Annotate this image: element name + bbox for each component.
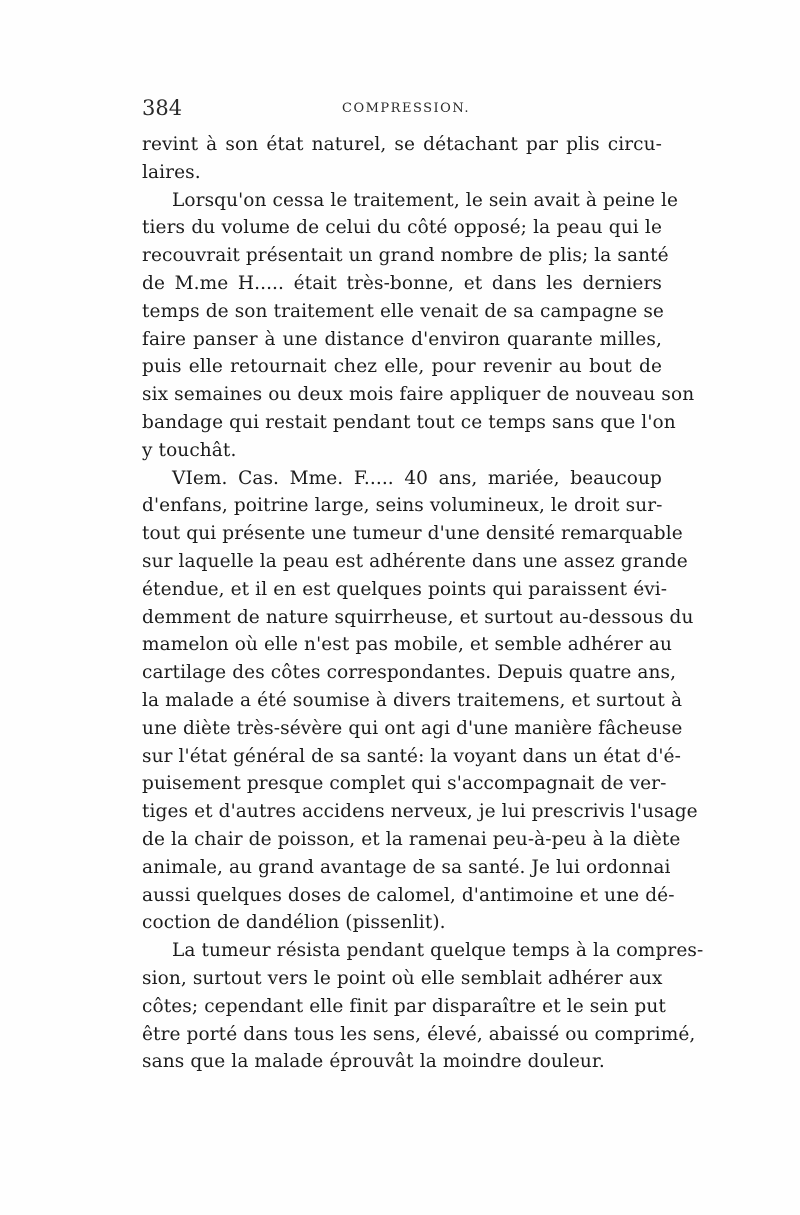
running-head: COMPRESSION.	[342, 101, 470, 116]
text-line: une diète très-sévère qui ont agi d'une manière fâcheuse	[142, 717, 683, 739]
text-line: coction de dandélion (pissenlit).	[142, 912, 446, 934]
text-line: sur laquelle la peau est adhérente dans une assez grande	[142, 550, 688, 572]
case-heading-line: VIem. Cas. Mme. F..... 40 ans, mariée, beaucoup	[172, 467, 662, 489]
text-line: être porté dans tous les sens, élevé, abaissé ou comprimé,	[142, 1023, 696, 1045]
text-line: cartilage des côtes correspondantes. Depuis quatre ans,	[142, 662, 677, 684]
paragraph-start-line: Lorsqu'on cessa le traitement, le sein avait à peine le	[172, 189, 679, 211]
text-line: d'enfans, poitrine large, seins volumineux, le droit sur-	[142, 495, 663, 517]
text-line: tiges et d'autres accidens nerveux, je lui prescrivis l'usage	[142, 801, 698, 823]
body-text	[142, 131, 704, 1076]
paragraph-start-line: La tumeur résista pendant quelque temps à la compres-	[172, 940, 704, 962]
page-number: 384	[142, 96, 183, 120]
text-line: revint à son état naturel, se détachant par plis circu-	[142, 134, 662, 155]
text-line: sur l'état général de sa santé: la voyant dans un état d'é-	[142, 745, 681, 767]
text-line: temps de son traitement elle venait de sa campagne se	[142, 300, 664, 322]
text-line: mamelon où elle n'est pas mobile, et semble adhérer au	[142, 634, 672, 656]
page-header	[142, 96, 662, 126]
text-line: recouvrait présentait un grand nombre de plis; la santé	[142, 245, 669, 267]
text-line: puis elle retournait chez elle, pour revenir au bout de	[142, 356, 662, 378]
text-line: bandage qui restait pendant tout ce temps sans que l'on	[142, 411, 676, 433]
text-line: sans que la malade éprouvât la moindre douleur.	[142, 1051, 605, 1073]
text-line: côtes; cependant elle finit par disparaître et le sein put	[142, 995, 666, 1017]
text-line: tout qui présente une tumeur d'une densité remarquable	[142, 523, 683, 545]
text-line: de M.me H..... était très-bonne, et dans les derniers	[142, 272, 662, 294]
text-line: de la chair de poisson, et la ramenai peu-à-peu à la diète	[142, 828, 681, 850]
text-line: puisement presque complet qui s'accompagnait de ver-	[142, 773, 667, 795]
text-line: y touchât.	[142, 439, 237, 461]
text-line: laires.	[142, 161, 201, 183]
text-line: animale, au grand avantage de sa santé. Je lui ordonnai	[142, 856, 671, 878]
text-line: aussi quelques doses de calomel, d'antimoine et une dé-	[142, 884, 675, 906]
text-line: la malade a été soumise à divers traitemens, et surtout à	[142, 689, 683, 711]
text-line: sion, surtout vers le point où elle semblait adhérer aux	[142, 967, 663, 989]
text-line: étendue, et il en est quelques points qui paraissent évi-	[142, 578, 668, 600]
text-line: faire panser à une distance d'environ quarante milles,	[142, 328, 662, 350]
text-line: tiers du volume de celui du côté opposé; la peau qui le	[142, 217, 662, 239]
text-line: six semaines ou deux mois faire appliquer de nouveau son	[142, 384, 695, 406]
text-line: demment de nature squirrheuse, et surtout au-dessous du	[142, 606, 694, 628]
